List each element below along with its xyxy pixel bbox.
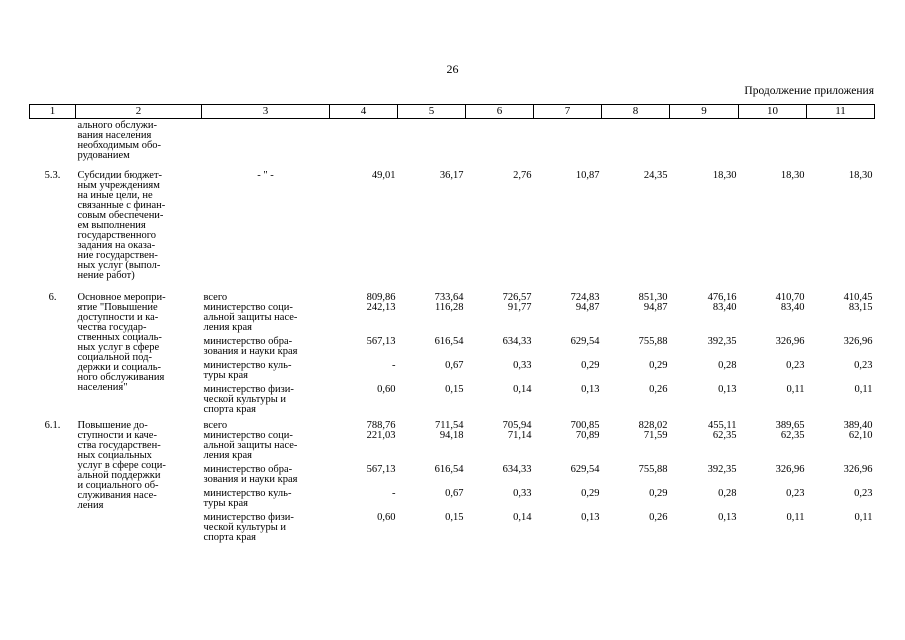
executor-label: министерство обра- зования и науки края <box>203 336 298 357</box>
value-cell: 221,03 <box>366 430 396 441</box>
value-cell: 0,28 <box>718 360 737 371</box>
budget-table <box>29 104 875 543</box>
value-cell: 94,87 <box>643 302 668 313</box>
value-cell: 0,13 <box>581 384 600 395</box>
value-cell: 389,40 <box>843 420 873 431</box>
item-name: Субсидии бюджет- ным учреждениям на иные цели, не связанные с финан- совым обеспечени- ем выполнения государственного задания на оказа- ние государствен- ных услуг (выпол- нение работ) <box>77 170 166 281</box>
value-cell: 726,57 <box>502 292 532 303</box>
value-cell: 0,67 <box>445 488 464 499</box>
value-cell: 392,35 <box>707 464 737 475</box>
item-number: 5.3. <box>44 170 61 181</box>
value-cell: 410,45 <box>843 292 873 303</box>
table-body <box>30 105 875 544</box>
value-cell: 476,16 <box>707 292 737 303</box>
executor-label: министерство куль- туры края <box>203 360 292 381</box>
value-cell: 0,26 <box>649 384 668 395</box>
value-cell: 0,13 <box>718 512 737 523</box>
table-row <box>30 281 875 303</box>
value-cell: 36,17 <box>439 170 464 181</box>
value-cell: 62,35 <box>712 430 737 441</box>
value-cell: 18,30 <box>780 170 805 181</box>
empty-cell <box>602 119 670 162</box>
value-cell: 24,35 <box>643 170 668 181</box>
executor-label: министерство куль- туры края <box>203 488 292 509</box>
item-name: ального обслужи- вания населения необходимым обо- рудованием <box>77 120 162 161</box>
value-cell: 755,88 <box>638 336 668 347</box>
column-number: 4 <box>330 105 398 119</box>
value-cell: 567,13 <box>366 336 396 347</box>
table-row <box>30 415 875 431</box>
value-cell: 0,29 <box>581 488 600 499</box>
column-number: 2 <box>76 105 202 119</box>
value-cell: 0,15 <box>445 512 464 523</box>
value-cell: 724,83 <box>570 292 600 303</box>
value-cell: 0,60 <box>377 512 396 523</box>
value-cell: 94,87 <box>575 302 600 313</box>
value-cell: 0,13 <box>718 384 737 395</box>
item-number: 6.1. <box>44 420 61 431</box>
value-cell: 326,96 <box>775 336 805 347</box>
value-cell: 0,29 <box>649 360 668 371</box>
executor-label: всего <box>203 420 228 431</box>
value-cell: 326,96 <box>775 464 805 475</box>
value-cell: 0,11 <box>786 512 805 523</box>
column-number: 3 <box>202 105 330 119</box>
empty-cell <box>330 119 398 162</box>
value-cell: 326,96 <box>843 464 873 475</box>
empty-cell <box>670 119 739 162</box>
value-cell: 83,40 <box>780 302 805 313</box>
value-cell: 809,86 <box>366 292 396 303</box>
continuation-label: Продолжение приложения <box>744 85 874 97</box>
executor-label: министерство физи- ческой культуры и спорта края <box>203 384 294 415</box>
value-cell: 0,11 <box>786 384 805 395</box>
value-cell: 71,59 <box>643 430 668 441</box>
empty-cell <box>202 119 330 162</box>
value-cell: 788,76 <box>366 420 396 431</box>
value-cell: 392,35 <box>707 336 737 347</box>
value-cell: 733,64 <box>434 292 464 303</box>
value-cell: 71,14 <box>507 430 532 441</box>
column-number: 1 <box>30 105 76 119</box>
value-cell: 634,33 <box>502 336 532 347</box>
executor-label: министерство соци- альной защиты насе- ления края <box>203 302 298 333</box>
value-cell: 0,33 <box>513 488 532 499</box>
value-cell: 700,85 <box>570 420 600 431</box>
executor-label: всего <box>203 292 228 303</box>
value-cell: - <box>392 488 396 499</box>
value-cell: 49,01 <box>371 170 396 181</box>
value-cell: 70,89 <box>575 430 600 441</box>
value-cell: 62,10 <box>848 430 873 441</box>
value-cell: 91,77 <box>507 302 532 313</box>
executor-label: министерство соци- альной защиты насе- ления края <box>203 430 298 461</box>
column-number: 8 <box>602 105 670 119</box>
value-cell: 2,76 <box>513 170 532 181</box>
value-cell: 0,23 <box>786 360 805 371</box>
value-cell: 0,23 <box>854 360 873 371</box>
value-cell: 18,30 <box>712 170 737 181</box>
empty-cell <box>807 119 875 162</box>
executor-label: - " - <box>257 170 274 181</box>
value-cell: 62,35 <box>780 430 805 441</box>
item-number <box>30 119 76 162</box>
empty-cell <box>398 119 466 162</box>
table-row <box>30 119 875 162</box>
column-number: 10 <box>739 105 807 119</box>
value-cell: 616,54 <box>434 336 464 347</box>
value-cell: 410,70 <box>775 292 805 303</box>
value-cell: 0,60 <box>377 384 396 395</box>
value-cell: 567,13 <box>366 464 396 475</box>
value-cell: 83,40 <box>712 302 737 313</box>
value-cell: 0,33 <box>513 360 532 371</box>
column-number: 6 <box>466 105 534 119</box>
empty-cell <box>739 119 807 162</box>
value-cell: 455,11 <box>708 420 737 431</box>
value-cell: 0,29 <box>649 488 668 499</box>
item-name: Повышение до- ступности и каче- ства государствен- ных социальных услуг в сфере соци- альной поддержки и социального об- служивания насе- ления <box>77 420 166 511</box>
value-cell: 0,14 <box>513 512 532 523</box>
value-cell: 0,14 <box>513 384 532 395</box>
empty-cell <box>466 119 534 162</box>
table-row <box>30 161 875 281</box>
value-cell: 629,54 <box>570 464 600 475</box>
column-number: 5 <box>398 105 466 119</box>
item-name: Основное меропри- ятие "Повышение доступности и ка- чества государ- ственных социаль- ных услуг в сфере социальной под- держки и социаль- ного обслуживания населения" <box>77 292 166 393</box>
value-cell: - <box>392 360 396 371</box>
value-cell: 0,29 <box>581 360 600 371</box>
value-cell: 389,65 <box>775 420 805 431</box>
value-cell: 851,30 <box>638 292 668 303</box>
value-cell: 83,15 <box>848 302 873 313</box>
value-cell: 0,67 <box>445 360 464 371</box>
value-cell: 116,28 <box>435 302 464 313</box>
value-cell: 0,23 <box>786 488 805 499</box>
value-cell: 705,94 <box>502 420 532 431</box>
value-cell: 634,33 <box>502 464 532 475</box>
value-cell: 828,02 <box>638 420 668 431</box>
value-cell: 94,18 <box>439 430 464 441</box>
column-number: 11 <box>807 105 875 119</box>
value-cell: 242,13 <box>366 302 396 313</box>
value-cell: 0,15 <box>445 384 464 395</box>
empty-cell <box>534 119 602 162</box>
value-cell: 0,28 <box>718 488 737 499</box>
page-number: 26 <box>446 62 459 76</box>
value-cell: 0,23 <box>854 488 873 499</box>
value-cell: 326,96 <box>843 336 873 347</box>
value-cell: 629,54 <box>570 336 600 347</box>
value-cell: 0,11 <box>854 384 873 395</box>
executor-label: министерство физи- ческой культуры и спорта края <box>203 512 294 543</box>
column-number: 7 <box>534 105 602 119</box>
value-cell: 616,54 <box>434 464 464 475</box>
item-number: 6. <box>48 292 57 303</box>
value-cell: 18,30 <box>848 170 873 181</box>
value-cell: 0,26 <box>649 512 668 523</box>
value-cell: 755,88 <box>638 464 668 475</box>
value-cell: 10,87 <box>575 170 600 181</box>
executor-label: министерство обра- зования и науки края <box>203 464 298 485</box>
value-cell: 0,11 <box>854 512 873 523</box>
value-cell: 0,13 <box>581 512 600 523</box>
column-number-row <box>30 105 875 119</box>
value-cell: 711,54 <box>435 420 464 431</box>
column-number: 9 <box>670 105 739 119</box>
